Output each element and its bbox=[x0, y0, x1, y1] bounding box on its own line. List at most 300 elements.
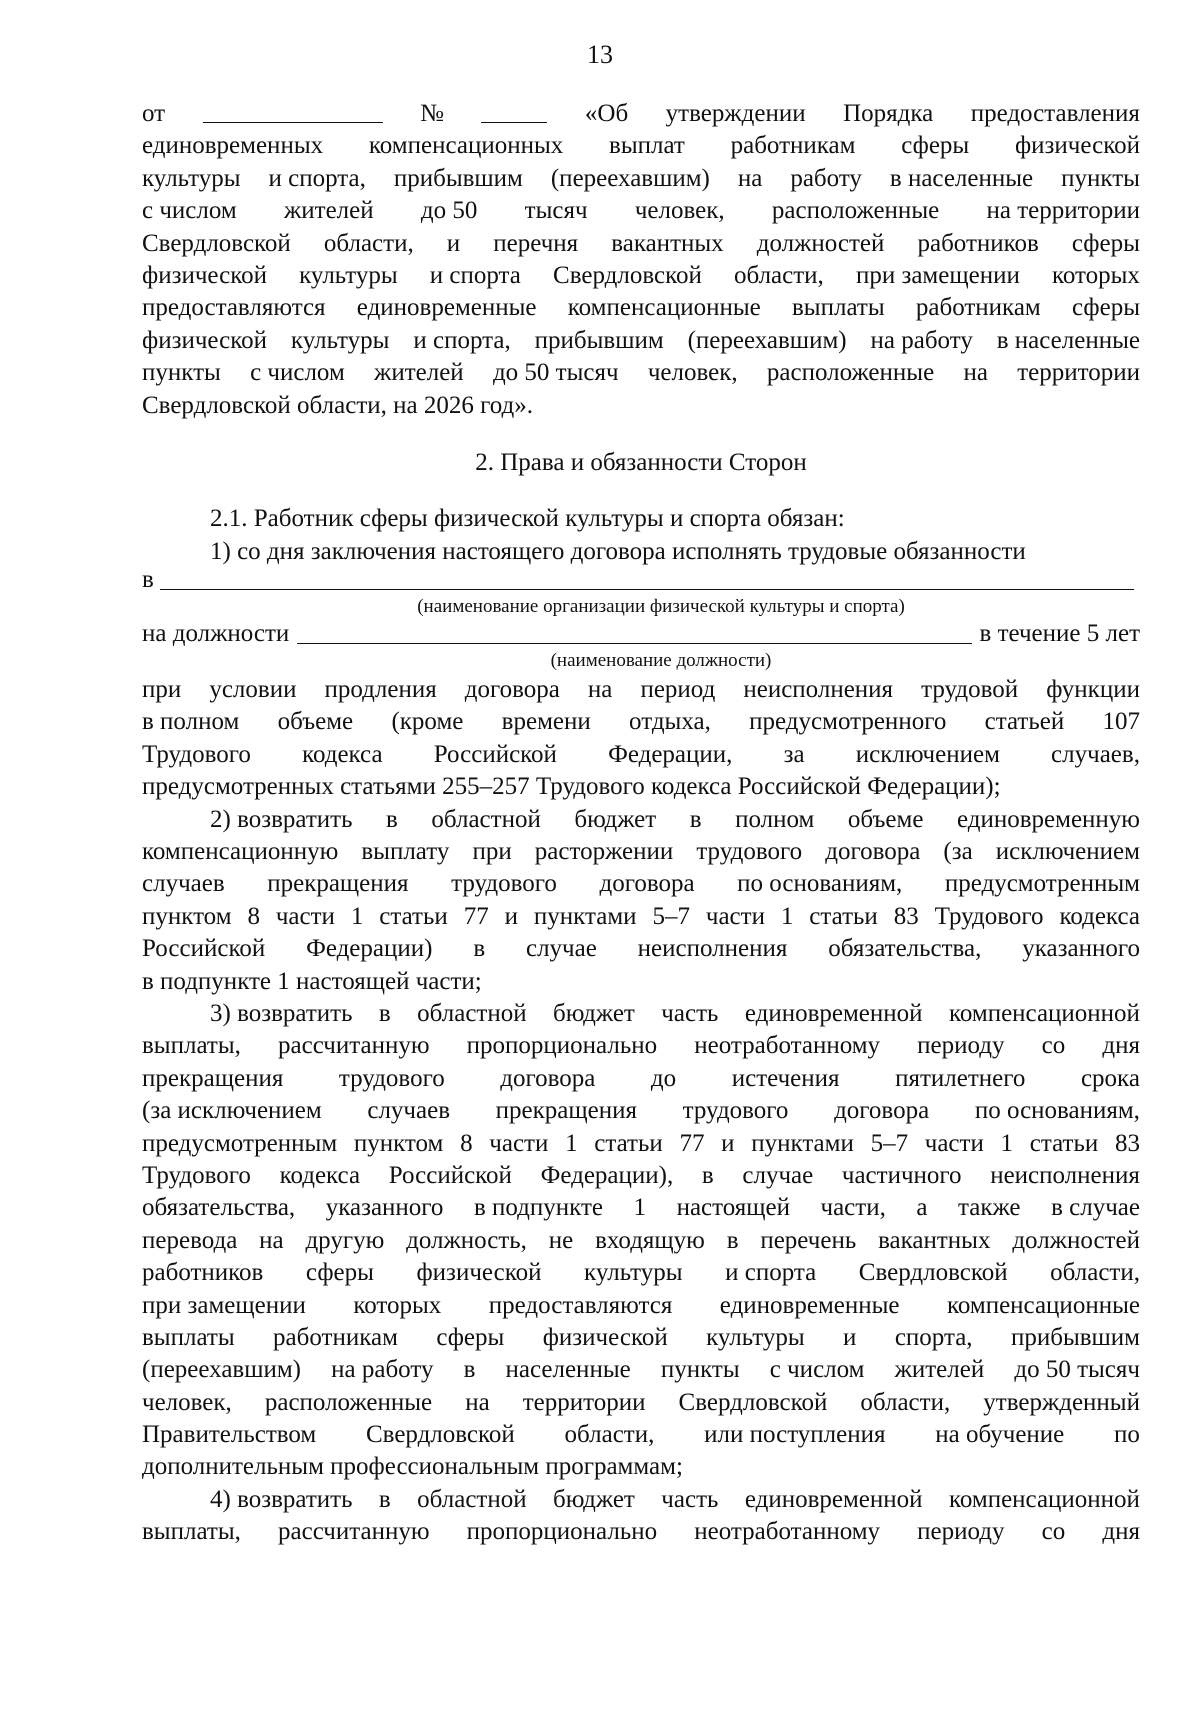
text-line bbox=[142, 1484, 1140, 1516]
text-line bbox=[142, 998, 1140, 1030]
word: неотработанному bbox=[694, 1032, 881, 1060]
word: вакантных bbox=[611, 229, 724, 257]
word: выплаты, bbox=[142, 1032, 241, 1060]
word: в bbox=[701, 1161, 714, 1189]
word: должность, bbox=[406, 1226, 527, 1254]
text-line bbox=[142, 1192, 1140, 1224]
word: 1 bbox=[350, 902, 364, 930]
word: сферы bbox=[305, 1259, 374, 1287]
word: другую bbox=[305, 1226, 385, 1254]
word: единовременной bbox=[744, 1485, 923, 1513]
organization-row bbox=[142, 565, 1140, 596]
word: человек, bbox=[647, 359, 738, 387]
word: пунктами bbox=[533, 902, 637, 930]
word: территории bbox=[1017, 359, 1140, 387]
text-line bbox=[142, 1322, 1140, 1354]
word: неисполнения bbox=[637, 935, 788, 963]
word: рассчитанную bbox=[278, 1032, 430, 1060]
word: работникам bbox=[730, 132, 856, 160]
word: расположенные bbox=[766, 359, 935, 387]
word: перечень bbox=[760, 1226, 857, 1254]
text-line bbox=[142, 1257, 1140, 1289]
word: 83 bbox=[893, 902, 919, 930]
item-3-paragraph bbox=[142, 998, 1140, 1451]
word: областной bbox=[417, 1485, 527, 1513]
word: до 50 тысяч bbox=[492, 359, 619, 387]
text-line bbox=[142, 1225, 1140, 1257]
word: статьи bbox=[379, 902, 448, 930]
word: обязательства, bbox=[142, 1194, 296, 1222]
word: в bbox=[463, 1356, 476, 1384]
word: компенсационной bbox=[948, 1485, 1140, 1513]
word: и bbox=[721, 1129, 735, 1157]
word: физической bbox=[416, 1259, 542, 1287]
word: на обучение bbox=[935, 1421, 1065, 1449]
intro-last-line: Свердловской области, на 2026 год». bbox=[142, 391, 533, 419]
word: на bbox=[587, 676, 613, 704]
word: (за исключением bbox=[142, 1097, 322, 1125]
word: области, bbox=[860, 1388, 951, 1416]
word: которых bbox=[1051, 261, 1140, 289]
clause-2-1: 2.1. Работник сферы физической культуры и спорта обязан: bbox=[210, 505, 845, 533]
word: областной bbox=[431, 805, 541, 833]
word: единовременных bbox=[142, 132, 324, 160]
word: физической bbox=[142, 326, 267, 354]
word: и спорта, bbox=[413, 326, 511, 354]
word: единовременную bbox=[956, 805, 1140, 833]
word: пункты bbox=[1061, 164, 1140, 192]
word: Свердловской bbox=[858, 1259, 1008, 1287]
word: области, bbox=[733, 261, 824, 289]
intro-line-1 bbox=[142, 98, 1140, 130]
word: договора bbox=[599, 870, 695, 898]
word: на bbox=[465, 1388, 490, 1416]
word: Свердловской bbox=[553, 261, 702, 289]
word: сферы bbox=[901, 132, 970, 160]
word: в случае bbox=[1051, 1194, 1140, 1222]
word: области, bbox=[564, 1421, 655, 1449]
word: прекращения bbox=[495, 1097, 637, 1125]
word: 5–7 bbox=[870, 1129, 909, 1157]
word: 107 bbox=[1102, 708, 1140, 736]
word: неисполнения bbox=[990, 1161, 1140, 1189]
text-line bbox=[142, 1030, 1140, 1062]
word: трудового bbox=[451, 870, 557, 898]
word: также bbox=[958, 1194, 1021, 1222]
word: случае bbox=[742, 1161, 814, 1189]
word: Трудового bbox=[142, 740, 251, 768]
word: часть bbox=[661, 1485, 719, 1513]
word: указанного bbox=[325, 1194, 444, 1222]
word: на bbox=[963, 359, 988, 387]
text-line bbox=[142, 1128, 1140, 1160]
word: периоду bbox=[917, 1032, 1005, 1060]
word: дня bbox=[1102, 1518, 1140, 1546]
word: Свердловской bbox=[365, 1421, 515, 1449]
text-line bbox=[142, 1160, 1140, 1192]
word: при замещении bbox=[142, 1291, 306, 1319]
word: пункты bbox=[660, 1356, 740, 1384]
text-line bbox=[142, 1290, 1140, 1322]
position-caption: (наименование должности) bbox=[550, 650, 772, 672]
word: территории bbox=[522, 1388, 646, 1416]
word: с числом bbox=[250, 359, 345, 387]
word: случаев, bbox=[1051, 740, 1140, 768]
intro-paragraph bbox=[142, 130, 1140, 389]
word: компенсационные bbox=[567, 294, 761, 322]
word: части bbox=[705, 902, 765, 930]
word: части bbox=[924, 1129, 984, 1157]
word: Российской bbox=[142, 935, 266, 963]
word: компенсационные bbox=[946, 1291, 1140, 1319]
word: с числом bbox=[769, 1356, 865, 1384]
word: до 50 bbox=[420, 197, 478, 225]
word: пропорционально bbox=[466, 1518, 658, 1546]
item-3-last-line: дополнительным профессиональным программам; bbox=[142, 1453, 683, 1481]
date-blank bbox=[203, 98, 383, 123]
page-number: 13 bbox=[587, 40, 613, 69]
word: Федерации) bbox=[306, 935, 433, 963]
text-line bbox=[142, 325, 1140, 357]
word: в bbox=[689, 805, 702, 833]
word: функции bbox=[1046, 676, 1140, 704]
text-line bbox=[142, 933, 1140, 965]
word: на работу bbox=[331, 1356, 434, 1384]
word: до 50 тысяч bbox=[1014, 1356, 1140, 1384]
word: и bbox=[843, 1323, 857, 1351]
word: вакантных bbox=[878, 1226, 991, 1254]
word: при bbox=[472, 838, 512, 866]
word: области, bbox=[1050, 1259, 1140, 1287]
word: указанного bbox=[1022, 935, 1140, 963]
text-line bbox=[142, 1516, 1140, 1548]
word: неотработанному bbox=[694, 1518, 881, 1546]
word: единовременные bbox=[719, 1291, 900, 1319]
number-blank bbox=[481, 98, 547, 123]
word: статьей bbox=[984, 708, 1065, 736]
word: физической bbox=[142, 261, 267, 289]
word: за bbox=[783, 740, 805, 768]
word: частичного bbox=[841, 1161, 962, 1189]
word: пункты bbox=[142, 359, 221, 387]
word: случаев bbox=[142, 870, 225, 898]
word: выплат bbox=[609, 132, 685, 160]
word: утверждении bbox=[665, 100, 806, 127]
word: (за bbox=[943, 838, 973, 866]
word: областной bbox=[417, 999, 527, 1027]
word: а bbox=[916, 1194, 928, 1222]
word: случае bbox=[525, 935, 597, 963]
word: со bbox=[1041, 1032, 1066, 1060]
word: продления bbox=[324, 676, 437, 704]
item-4-paragraph bbox=[142, 1484, 1140, 1549]
word: пунктами bbox=[751, 1129, 854, 1157]
word: Правительством bbox=[142, 1421, 317, 1449]
text-line bbox=[142, 868, 1140, 900]
word: утвержденный bbox=[983, 1388, 1140, 1416]
word: работникам bbox=[273, 1323, 398, 1351]
word: трудового bbox=[682, 1097, 789, 1125]
word: культуры bbox=[142, 164, 241, 192]
word: срока bbox=[1080, 1064, 1140, 1092]
word: объеме bbox=[277, 708, 354, 736]
word: 5–7 bbox=[652, 902, 690, 930]
word: тысяч bbox=[524, 197, 588, 225]
word: 4) возвратить bbox=[210, 1485, 353, 1513]
word: в населенные bbox=[996, 326, 1140, 354]
word: полном bbox=[735, 805, 815, 833]
word: 3) возвратить bbox=[210, 999, 353, 1027]
text-line bbox=[142, 706, 1140, 738]
word: в течение 5 лет bbox=[979, 619, 1140, 647]
word: 8 bbox=[247, 902, 260, 930]
word: до bbox=[650, 1064, 677, 1092]
word: по bbox=[1114, 1421, 1140, 1449]
word: не bbox=[548, 1226, 574, 1254]
word: периоду bbox=[917, 1518, 1005, 1546]
word: случаев bbox=[367, 1097, 451, 1125]
word: период bbox=[640, 676, 716, 704]
word: 1 bbox=[1000, 1129, 1014, 1157]
word: части, bbox=[820, 1194, 886, 1222]
word: неисполнения bbox=[743, 676, 894, 704]
word: при bbox=[142, 676, 182, 704]
word: предоставляются bbox=[488, 1291, 673, 1319]
word: пятилетнего bbox=[895, 1064, 1026, 1092]
word: компенсационной bbox=[948, 999, 1140, 1027]
word: обязательства, bbox=[828, 935, 982, 963]
item-2-paragraph bbox=[142, 804, 1140, 966]
word: должностей bbox=[1012, 1226, 1140, 1254]
word: бюджет bbox=[574, 805, 657, 833]
word: Свердловской bbox=[678, 1388, 828, 1416]
word: которых bbox=[353, 1291, 442, 1319]
word: в населенные bbox=[889, 164, 1034, 192]
document-body bbox=[142, 98, 1140, 1549]
word: пунктом bbox=[353, 1129, 444, 1157]
word: перечня bbox=[493, 229, 579, 257]
word: сферы bbox=[1071, 229, 1140, 257]
word: трудового bbox=[338, 1064, 445, 1092]
word: исключением bbox=[855, 740, 1000, 768]
word: Федерации, bbox=[608, 740, 733, 768]
word: Свердловской bbox=[142, 229, 291, 257]
word: сферы bbox=[1072, 294, 1140, 322]
word: 8 bbox=[460, 1129, 473, 1157]
position-row bbox=[142, 620, 1140, 650]
word: предусмотренного bbox=[749, 708, 947, 736]
text-line bbox=[142, 1095, 1140, 1127]
word: № bbox=[420, 100, 444, 127]
word: при замещении bbox=[855, 261, 1020, 289]
word: в bbox=[378, 1485, 391, 1513]
position-blank bbox=[297, 643, 971, 644]
word: предусмотренным bbox=[142, 1129, 338, 1157]
word: бюджет bbox=[553, 999, 635, 1027]
word: в bbox=[726, 1226, 739, 1254]
word: на должности bbox=[142, 619, 290, 647]
word: на bbox=[259, 1226, 284, 1254]
word: (переехавшим) bbox=[550, 164, 710, 192]
word: со bbox=[1041, 1518, 1066, 1546]
item-1-last-line: предусмотренных статьями 255–257 Трудового кодекса Российской Федерации); bbox=[142, 773, 1001, 801]
word: договора bbox=[500, 1064, 596, 1092]
word: единовременные bbox=[356, 294, 537, 322]
word: пропорционально bbox=[466, 1032, 658, 1060]
word: предоставляются bbox=[142, 294, 326, 322]
text-line bbox=[142, 1063, 1140, 1095]
word: Федерации), bbox=[540, 1161, 674, 1189]
word: выплаты bbox=[142, 1323, 235, 1351]
word: и спорта bbox=[429, 261, 521, 289]
word: настоящей bbox=[676, 1194, 790, 1222]
word: прибывшим bbox=[534, 326, 664, 354]
word: жителей bbox=[894, 1356, 985, 1384]
organization-caption: (наименование организации физической культуры и спорта) bbox=[417, 596, 905, 618]
word: и спорта, bbox=[268, 164, 366, 192]
word: 2) возвратить bbox=[210, 805, 353, 833]
word: бюджет bbox=[553, 1485, 635, 1513]
word: с числом bbox=[142, 197, 237, 225]
word: единовременной bbox=[744, 999, 923, 1027]
word: входящую bbox=[595, 1226, 705, 1254]
word: (кроме bbox=[391, 708, 464, 736]
word: Трудового bbox=[934, 902, 1044, 930]
text-line bbox=[142, 1387, 1140, 1419]
word: культуры bbox=[706, 1323, 805, 1351]
word: на bbox=[737, 164, 763, 192]
word: в bbox=[378, 999, 391, 1027]
word: выплаты, bbox=[142, 1518, 241, 1546]
word: части bbox=[275, 902, 335, 930]
text-line bbox=[142, 163, 1140, 195]
word: статьи bbox=[594, 1129, 663, 1157]
word: физической bbox=[542, 1323, 668, 1351]
word: жителей bbox=[284, 197, 374, 225]
word: прекращения bbox=[267, 870, 409, 898]
text-line bbox=[142, 357, 1140, 389]
text-line bbox=[142, 836, 1140, 868]
word: на работу bbox=[870, 326, 973, 354]
word: прибывшим bbox=[1010, 1323, 1140, 1351]
word: предусмотренным bbox=[944, 870, 1140, 898]
word: выплату bbox=[361, 838, 450, 866]
word: 77 bbox=[463, 902, 489, 930]
word: человек, bbox=[634, 197, 725, 225]
word: культуры bbox=[290, 326, 390, 354]
word: отдыха, bbox=[629, 708, 711, 736]
word: рассчитанную bbox=[278, 1518, 430, 1546]
word: работников bbox=[917, 229, 1039, 257]
word: компенсационных bbox=[368, 132, 564, 160]
word: кодекса bbox=[279, 1161, 361, 1189]
word: на территории bbox=[986, 197, 1140, 225]
word: Трудового bbox=[142, 1161, 251, 1189]
word: трудового bbox=[696, 838, 803, 866]
word: в подпункте bbox=[473, 1194, 603, 1222]
word: исключением bbox=[995, 838, 1140, 866]
word: кодекса bbox=[302, 740, 383, 768]
item-1-first-line: 1) со дня заключения настоящего договора исполнять трудовые обязанности bbox=[210, 537, 1026, 565]
word: истечения bbox=[731, 1064, 840, 1092]
word: перевода bbox=[142, 1226, 238, 1254]
word: и bbox=[446, 229, 461, 257]
word: в полном bbox=[142, 708, 240, 736]
word: работникам bbox=[915, 294, 1041, 322]
text-line bbox=[142, 195, 1140, 227]
word: (переехавшим) bbox=[142, 1356, 302, 1384]
word: работу bbox=[790, 164, 862, 192]
word: пунктом bbox=[142, 902, 232, 930]
text-line bbox=[142, 901, 1140, 933]
word: в bbox=[142, 565, 154, 593]
word: и спорта bbox=[725, 1259, 817, 1287]
word: в bbox=[473, 935, 486, 963]
word: договора bbox=[834, 1097, 930, 1125]
word: и bbox=[504, 902, 518, 930]
word: расположенные bbox=[771, 197, 940, 225]
word: спорта, bbox=[894, 1323, 973, 1351]
word: жителей bbox=[374, 359, 464, 387]
word: населенные bbox=[505, 1356, 631, 1384]
word: в bbox=[386, 805, 398, 833]
text-line bbox=[142, 739, 1140, 771]
word: прибывшим bbox=[393, 164, 523, 192]
word: выплаты bbox=[792, 294, 885, 322]
section-heading: 2. Права и обязанности Сторон bbox=[475, 448, 807, 476]
word: культуры bbox=[299, 261, 398, 289]
word: человек, bbox=[142, 1388, 232, 1416]
text-line bbox=[142, 228, 1140, 260]
word: «Об bbox=[584, 100, 629, 127]
word: работников bbox=[142, 1259, 264, 1287]
word: физической bbox=[1014, 132, 1140, 160]
word: компенсационную bbox=[142, 838, 339, 866]
word: предоставления bbox=[970, 100, 1140, 127]
word: расторжении bbox=[534, 838, 674, 866]
word: Российской bbox=[388, 1161, 512, 1189]
word: области, bbox=[323, 229, 414, 257]
word: Порядка bbox=[843, 100, 934, 127]
word: часть bbox=[661, 999, 719, 1027]
word: Российской bbox=[433, 740, 557, 768]
word: (переехавшим) bbox=[687, 326, 847, 354]
word: статьи bbox=[1029, 1129, 1099, 1157]
word: культуры bbox=[584, 1259, 683, 1287]
word: договора bbox=[464, 676, 560, 704]
word: объеме bbox=[847, 805, 924, 833]
word: 1 bbox=[780, 902, 794, 930]
word: 1 bbox=[633, 1194, 647, 1222]
text-line bbox=[142, 804, 1140, 836]
word: расположенные bbox=[264, 1388, 433, 1416]
text-line bbox=[142, 674, 1140, 706]
word: прекращения bbox=[142, 1064, 284, 1092]
word: должностей bbox=[756, 229, 885, 257]
text-line bbox=[142, 130, 1140, 162]
word: по основаниям, bbox=[974, 1097, 1140, 1125]
word: условии bbox=[209, 676, 297, 704]
word: от bbox=[142, 100, 166, 127]
word: 77 bbox=[679, 1129, 705, 1157]
word: дня bbox=[1102, 1032, 1140, 1060]
word: 1 bbox=[565, 1129, 578, 1157]
organization-blank bbox=[160, 589, 1134, 590]
item-1-paragraph bbox=[142, 674, 1140, 771]
word: договора bbox=[825, 838, 921, 866]
word: трудовой bbox=[921, 676, 1019, 704]
text-line bbox=[142, 292, 1140, 324]
